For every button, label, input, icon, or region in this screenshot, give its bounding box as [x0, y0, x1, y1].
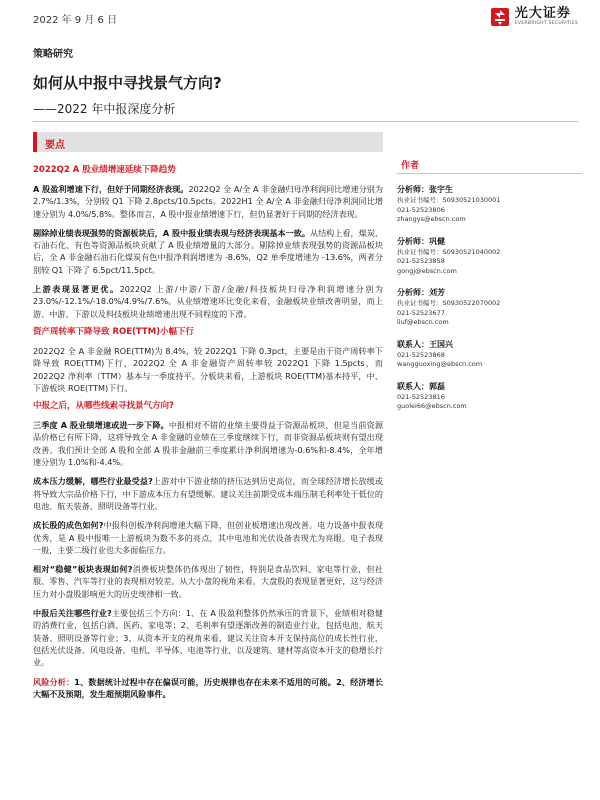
paragraph-text: 消费板块整体仍体现出了韧性，特别是食品饮料、家电等行业，但社服、零售、汽车等行业的表现相对较差。从大小盘的视角来看，大盘股的表现显著更好，这与经济压力对小盘股影响更大的历史规律相一致。	[33, 564, 383, 599]
analyst-name: 分析师：巩健	[397, 236, 445, 246]
paragraph	[33, 183, 383, 220]
report-date: 2022 年 9 月 6 日	[33, 15, 118, 26]
contact-card	[397, 381, 582, 412]
paragraph	[33, 227, 383, 276]
paragraph-lead: 成本压力缓解，哪些行业最受益?	[33, 476, 153, 487]
section-heading: 2022Q2 A 股业绩增速延续下降趋势	[33, 165, 176, 175]
paragraph-text: 中报相对不错的业绩主要得益于资源品板块，但是当前资源品价格已有所下降，这将导致全 A 非金融的业绩在三季度继续下行，而非资源品板块则有望出现改善。我们预计全部 A 股和全部 A 股非金融前三季度累计净利润增速为-0.6%和-8.4%，全年增速分别为 1.0%和-4.4%。	[33, 420, 383, 468]
logo-en-text: EVERBRIGHT SECURITIES	[514, 21, 578, 26]
logo-cn-text: 光大证券	[514, 6, 571, 21]
contact-card	[397, 339, 582, 370]
paragraph-text: 2022Q2 全 A 非金融 ROE(TTM)为 8.4%，较 2022Q1 下降 0.3pct，主要是由于资产周转率下降导致 ROE(TTM)下行，2022Q2 全 A 非金融资产周转率较 2022Q1 下降 1.5pcts，而 2022Q2 净利率（TTM）基本与一季度持平。分板块来看，上游板块 ROE(TTM)基本持平，中、下游板块 ROE(TTM)下行。	[33, 345, 383, 393]
paragraph-text: 2022Q2 上游/中游/下游/金融/科技板块归母净利润增速分别为 23.0%/-12.1%/-18.0%/4.9%/7.6%。从业绩增速环比变化来看，金融板块业绩改善明显，而上游、中游、下游以及科技板块业绩增速出现不同程度的下滑。	[33, 284, 383, 319]
analyst-name: 分析师：张宇生	[397, 185, 453, 194]
key-points-label: 要点	[45, 140, 65, 151]
title-divider	[33, 121, 578, 122]
paragraph-lead: A 股盈利增速下行，但好于同期经济表现。	[33, 184, 189, 194]
key-points-marker	[33, 132, 37, 152]
paragraph	[33, 475, 383, 512]
paragraph	[33, 607, 383, 668]
sidebar-heading: 作者	[397, 158, 582, 174]
risk-label: 风险分析：	[33, 676, 75, 687]
paragraph-text: 上游对中下游业绩的挤压达到历史高位，而全球经济增长放缓或将导致大宗品价格下行，中下游成本压力有望缓解。建议关注前期受成本端压制毛利率处于低位的电池、航天装备、照明设备等行业。	[33, 476, 383, 511]
risk-text: 1、数据统计过程中存在偏误可能，历史规律也存在未来不适用的可能。2、经济增长大幅不及预期，发生超预期风险事件。	[33, 676, 383, 699]
section-heading: 中报之后，从哪些线索寻找景气方向?	[33, 401, 174, 412]
author-sidebar	[397, 158, 582, 423]
analyst-name: 分析师：刘芳	[397, 288, 445, 297]
section-heading: 资产周转率下降导致 ROE(TTM)小幅下行	[33, 326, 195, 337]
analyst-cert: 执业证书编号：S0930521040002	[397, 247, 501, 256]
analyst-phone: 021-52523806	[397, 205, 445, 214]
analyst-cert: 执业证书编号：S0930522070002	[397, 299, 501, 307]
paragraph	[33, 519, 383, 556]
paragraph-text: 中报科创板净利润增速大幅下降，但创业板增速出现改善。电力设备中报表现优秀，是 A 股中报唯一上游板块为数不多的亮点，其中电池和光伏设备表现尤为亮眼。电子表现一般，主要二级行业也大多面临压力。	[33, 520, 383, 555]
paragraph-lead: 上游表现显著更优。	[33, 284, 120, 295]
paragraph	[33, 283, 383, 320]
paragraph-text: 2022Q2 全 A/全 A 非金融归母净利润同比增速分别为 2.7%/1.3%，分别较 Q1 下降 2.8pcts/10.5pcts。2022H1 全 A/全 A 非金融归母净利润同比增速分别为 4.0%/5.8%。整体而言，A 股中报业绩增速下行，但仍显著好于同期的经济表现。	[33, 184, 383, 219]
paragraph-lead: 剔除掉业绩表现强势的资源板块后，A 股中报业绩表现与经济表现基本一致。	[33, 227, 310, 238]
company-logo	[489, 6, 578, 28]
contact-name: 联系人：王国兴	[397, 339, 453, 349]
analyst-email[interactable]: gongj@ebscn.com	[397, 266, 457, 275]
contact-email[interactable]: wangguoxing@ebscn.com	[397, 360, 483, 368]
analyst-card	[397, 236, 582, 277]
paragraph	[33, 345, 383, 394]
analyst-email[interactable]: liuf@ebscn.com	[397, 318, 449, 326]
analyst-phone: 021-52523858	[397, 257, 445, 265]
analyst-email[interactable]: zhangys@ebscn.com	[397, 215, 466, 223]
page-subtitle: ——2022 年中报深度分析	[33, 102, 176, 116]
analyst-cert: 执业证书编号：S0930521030001	[397, 196, 501, 204]
paragraph	[33, 563, 383, 600]
risk-analysis	[33, 676, 383, 701]
paragraph-text: 从结构上看，煤炭、石油石化、有色等资源品板块贡献了 A 股业绩增量的大部分。剔除掉业绩表现强势的资源品板块后，全 A 非金融石油石化煤炭有色中报净利润增速为 -8.6%，Q2 单季度增速为 -13.6%，两者分别较 Q1 下降了 6.5pct/11.5pct。	[33, 227, 383, 275]
analyst-phone: 021-52523677	[397, 308, 445, 317]
paragraph	[33, 419, 383, 468]
everbright-logo-icon	[489, 6, 511, 28]
paragraph-text: 主要包括三个方向：1、在 A 股盈利整体仍然承压的背景下，业绩相对稳健的消费行业，包括白酒、医药、家电等；2、毛利率有望逐渐改善的制造业行业，包括电池、航天装备、照明设备等行业；3、从资本开支的视角来看，建议关注资本开支保持高位的成长性行业，包括光伏设备、风电设备、电机、半导体、电池等行业，以及建筑、建材等高资本开支的稳增长行业。	[33, 608, 383, 668]
report-category: 策略研究	[33, 49, 73, 60]
contact-phone: 021-52523868	[397, 350, 445, 359]
contact-email[interactable]: guolei66@ebscn.com	[397, 402, 467, 410]
paragraph-lead: 三季度 A 股业绩增速或进一步下降。	[33, 420, 169, 431]
contact-name: 联系人：郭磊	[397, 381, 445, 391]
analyst-card	[397, 287, 582, 328]
paragraph-lead: 相对“稳健”板块表现如何?	[33, 564, 133, 575]
key-points-bar	[33, 132, 383, 152]
paragraph-lead: 成长股的成色如何?	[33, 520, 104, 531]
page-title: 如何从中报中寻找景气方向?	[33, 74, 222, 92]
paragraph-lead: 中报后关注哪些行业?	[33, 608, 112, 619]
main-content	[33, 165, 383, 707]
contact-phone: 021-52523816	[397, 392, 445, 401]
analyst-card	[397, 184, 582, 225]
